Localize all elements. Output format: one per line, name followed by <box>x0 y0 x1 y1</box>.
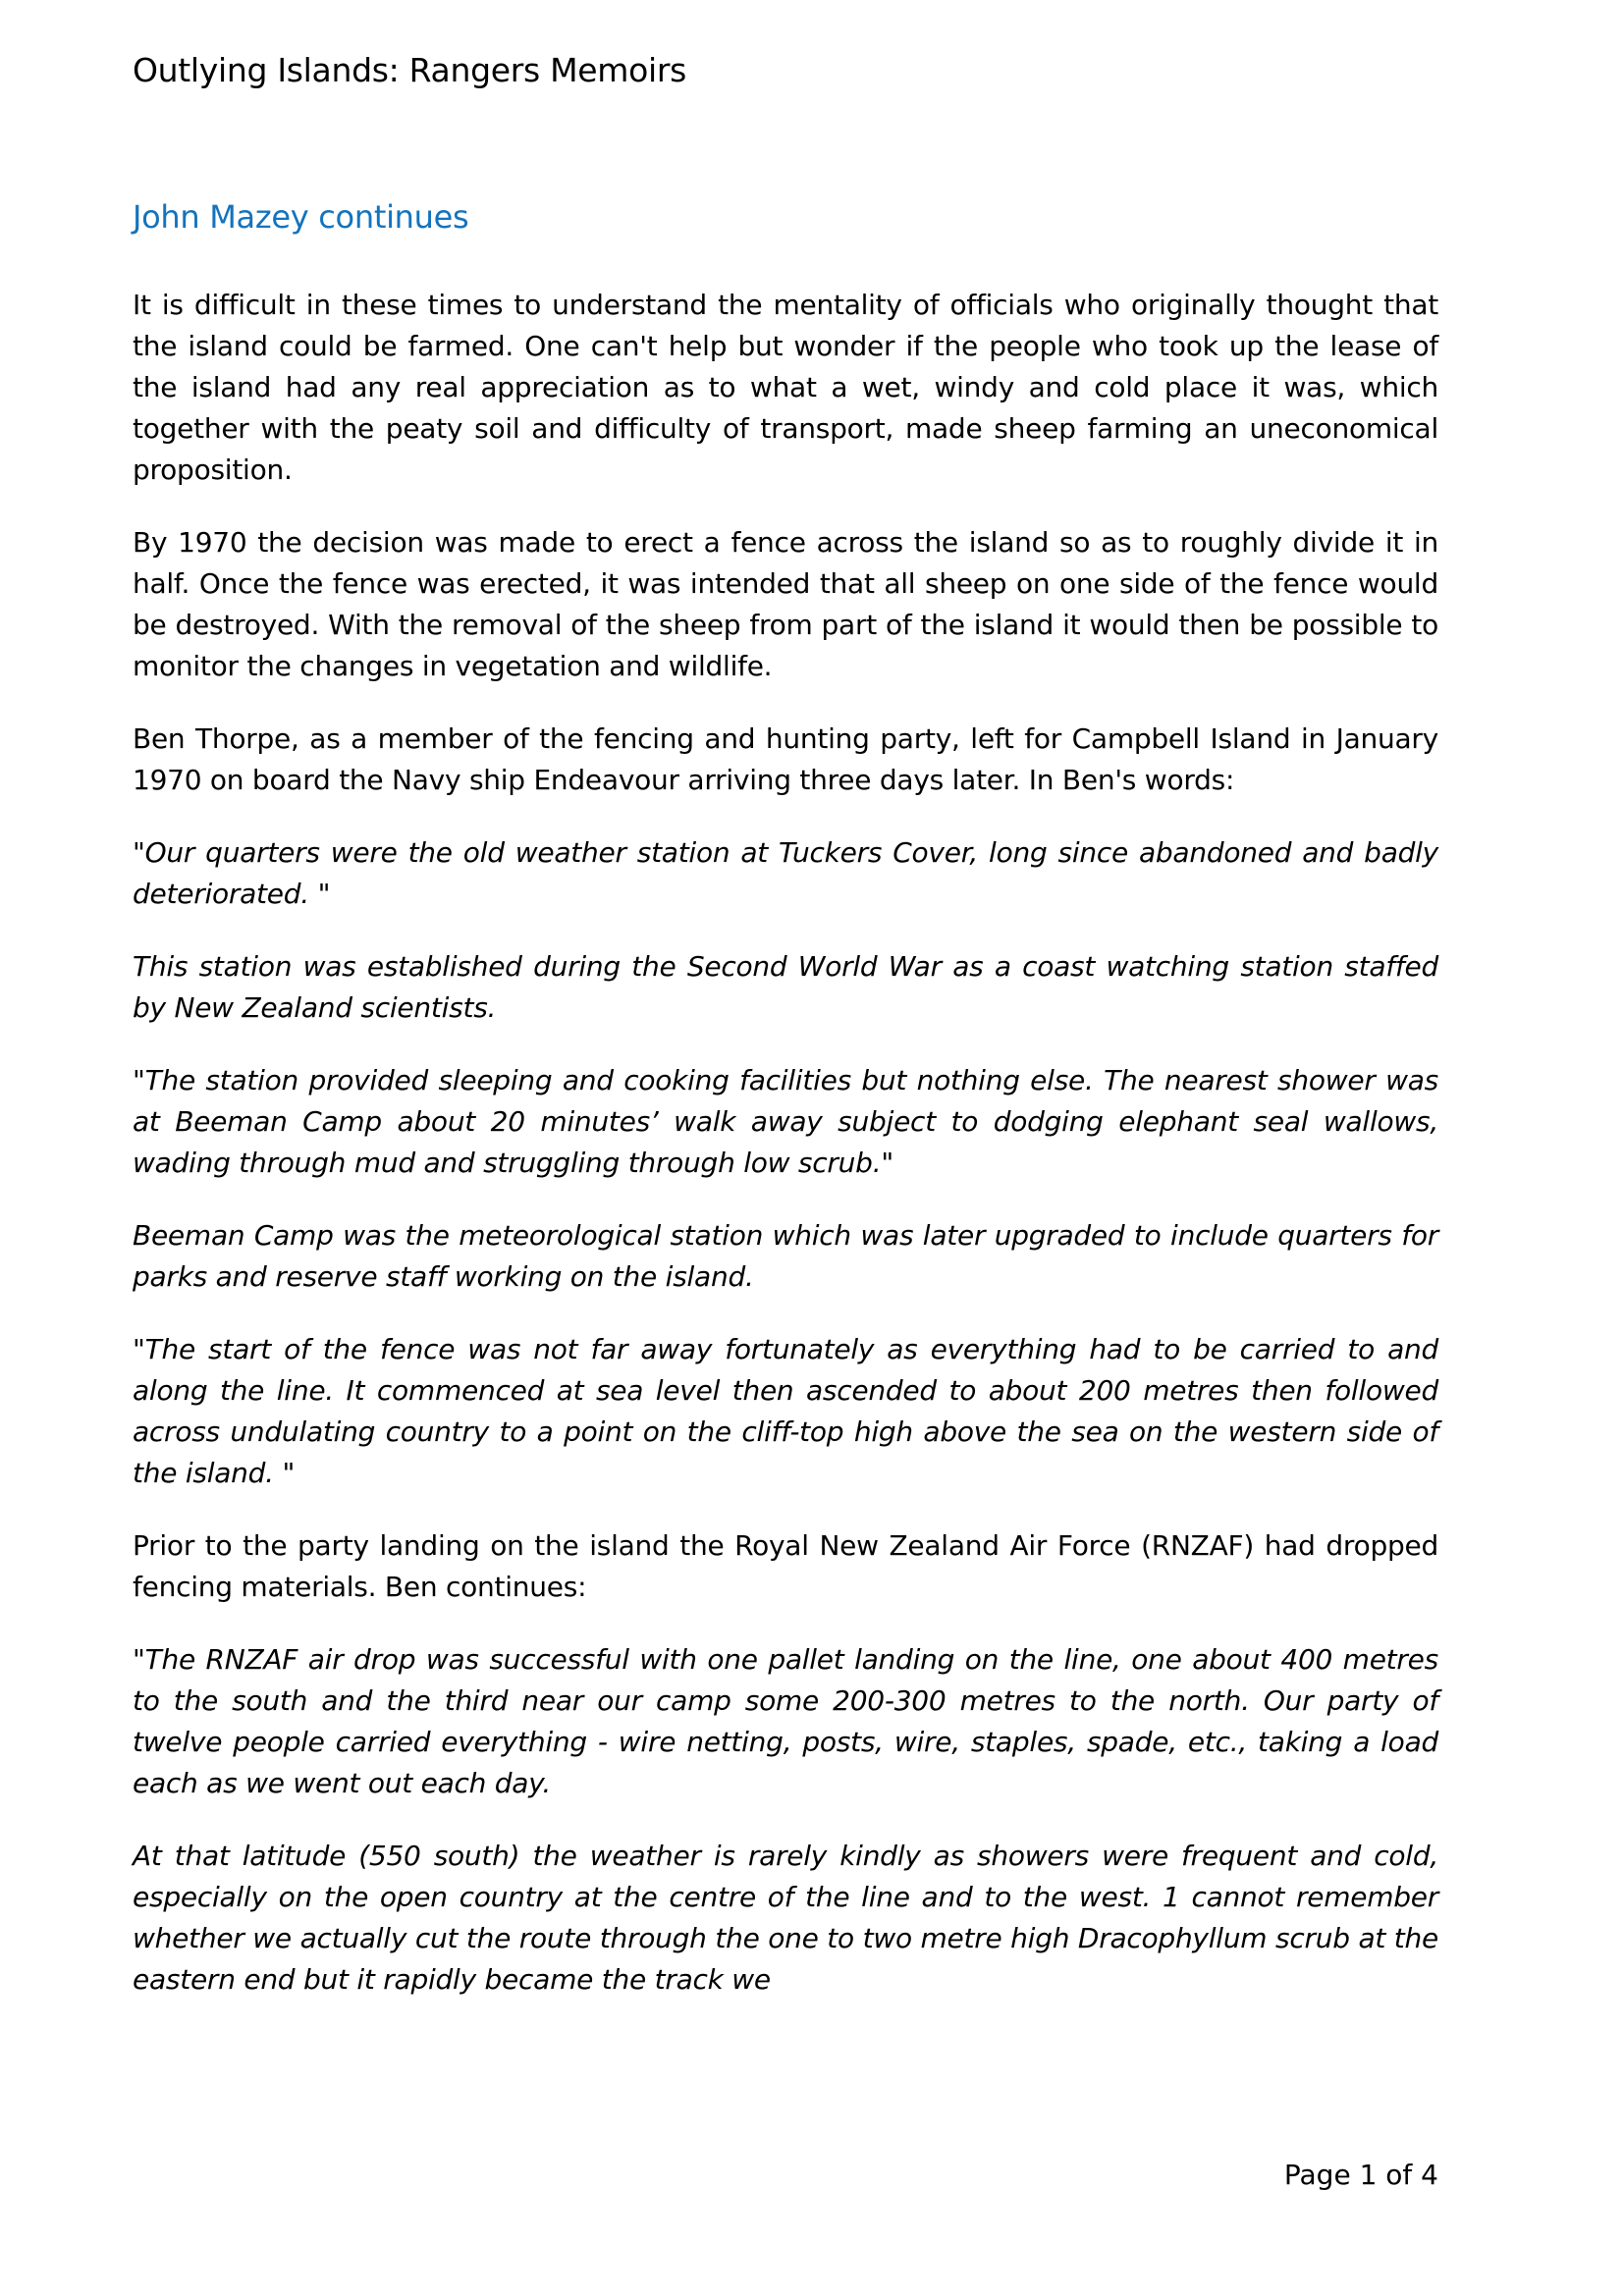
paragraph-quote: "Our quarters were the old weather station at Tuckers Cover, long since abandoned and badly deteriorated. " <box>133 836 1438 910</box>
paragraph-quote: This station was established during the Second World War as a coast watching station staffed by New Zealand scientists. <box>133 950 1438 1024</box>
paragraph-quote: "The station provided sleeping and cooking facilities but nothing else. The nearest shower was at Beeman Camp about 20 minutes’ walk away subject to dodging elephant seal wallows, wading through mud and struggling through low scrub." <box>133 1064 1438 1179</box>
document-title: Outlying Islands: Rangers Memoirs <box>133 51 687 89</box>
page-number: Page 1 of 4 <box>1283 2159 1438 2191</box>
paragraph: Ben Thorpe, as a member of the fencing and hunting party, left for Campbell Island in January 1970 on board the Navy ship Endeavour arriving three days later. In Ben's words: <box>133 722 1438 796</box>
paragraph-quote: Beeman Camp was the meteorological station which was later upgraded to include quarters for parks and reserve staff working on the island. <box>133 1219 1438 1293</box>
paragraph: By 1970 the decision was made to erect a fence across the island so as to roughly divide it in half. Once the fence was erected, it was intended that all sheep on one side of the fence would be destroyed. With the removal of the sheep from part of the island it would then be possible to monitor the changes in vegetation and wildlife. <box>133 526 1438 682</box>
section-heading: John Mazey continues <box>133 198 469 236</box>
document-body <box>133 285 1438 2001</box>
paragraph-quote: At that latitude (550 south) the weather is rarely kindly as showers were frequent and cold, especially on the open country at the centre of the line and to the west. 1 cannot remember whether we actually cut the route through the one to two metre high Dracophyllum scrub at the eastern end but it rapidly became the track we <box>133 1840 1438 1996</box>
paragraph: Prior to the party landing on the island the Royal New Zealand Air Force (RNZAF) had dropped fencing materials. Ben continues: <box>133 1529 1438 1603</box>
paragraph-quote: "The RNZAF air drop was successful with one pallet landing on the line, one about 400 metres to the south and the third near our camp some 200-300 metres to the north. Our party of twelve people carried everything - wire netting, posts, wire, staples, spade, etc., taking a load each as we went out each day. <box>133 1643 1438 1799</box>
paragraph: It is difficult in these times to understand the mentality of officials who originally thought that the island could be farmed. One can't help but wonder if the people who took up the lease of the island had any real appreciation as to what a wet, windy and cold place it was, which together with the peaty soil and difficulty of transport, made sheep farming an uneconomical proposition. <box>133 289 1438 486</box>
paragraph-quote: "The start of the fence was not far away fortunately as everything had to be carried to and along the line. It commenced at sea level then ascended to about 200 metres then followed across undulating country to a point on the cliff-top high above the sea on the western side of the island. " <box>133 1333 1438 1489</box>
